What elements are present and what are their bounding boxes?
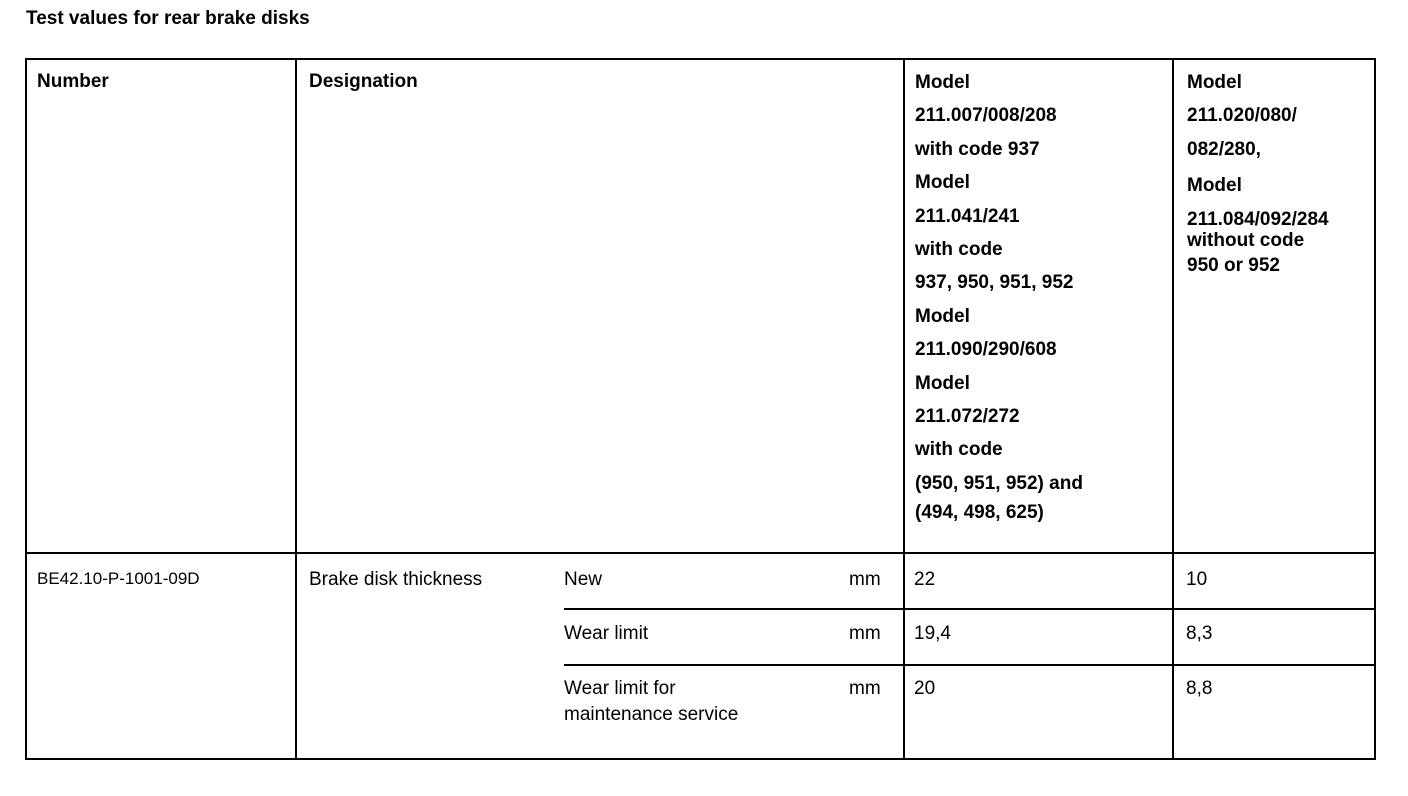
header-line: with code [915, 439, 1003, 461]
header-designation: Designation [309, 71, 418, 92]
header-line: with code [915, 239, 1003, 261]
header-model-column-a [915, 66, 1083, 526]
subrow-value-a: 22 [914, 569, 936, 590]
column-divider [1172, 60, 1174, 758]
column-divider [903, 60, 905, 758]
header-number: Number [37, 71, 109, 92]
column-divider [295, 60, 297, 758]
subrow-label-line: Wear limit for [564, 678, 676, 699]
header-line: 211.041/241 [915, 205, 1020, 227]
subrow-label: Wear limit [564, 623, 649, 644]
header-line: with code 937 [915, 138, 1040, 160]
subrow-label-line: maintenance service [564, 704, 739, 725]
header-line: Model [915, 172, 970, 194]
header-line: 211.007/008/208 [915, 105, 1057, 127]
row-designation: Brake disk thickness [309, 569, 483, 590]
subrow-unit: mm [849, 623, 881, 644]
header-line: 082/280, [1187, 138, 1261, 160]
header-line: 211.072/272 [915, 406, 1020, 428]
subrow-value-a: 19,4 [914, 623, 951, 644]
header-line: 211.084/092/284 [1187, 208, 1329, 230]
header-line: 211.090/290/608 [915, 339, 1057, 361]
subrow-divider [564, 664, 1376, 666]
subrow-value-b: 8,8 [1186, 678, 1213, 699]
header-line: 211.020/080/ [1187, 105, 1297, 127]
header-line: without code [1187, 230, 1305, 252]
subrow-label: New [564, 569, 603, 590]
header-line: (950, 951, 952) and [915, 472, 1083, 494]
header-line: Model [915, 72, 970, 93]
header-line: (494, 498, 625) [915, 502, 1044, 524]
subrow-unit: mm [849, 569, 881, 590]
subrow-value-a: 20 [914, 678, 936, 699]
row-number: BE42.10-P-1001-09D [37, 569, 200, 588]
subrow-label [564, 676, 738, 728]
subrow-value-b: 10 [1186, 569, 1208, 590]
subrow-divider [564, 608, 1376, 610]
header-divider [27, 552, 1376, 554]
subrow-value-b: 8,3 [1186, 623, 1213, 644]
header-model-column-b [1187, 66, 1329, 278]
header-line: Model [915, 305, 970, 327]
page-title: Test values for rear brake disks [26, 8, 310, 29]
header-line: Model [915, 372, 970, 394]
header-line: Model [1187, 175, 1242, 197]
header-line: 950 or 952 [1187, 255, 1280, 277]
header-line: Model [1187, 72, 1242, 93]
subrow-unit: mm [849, 678, 881, 699]
header-line: 937, 950, 951, 952 [915, 272, 1074, 294]
test-values-table [25, 58, 1376, 760]
